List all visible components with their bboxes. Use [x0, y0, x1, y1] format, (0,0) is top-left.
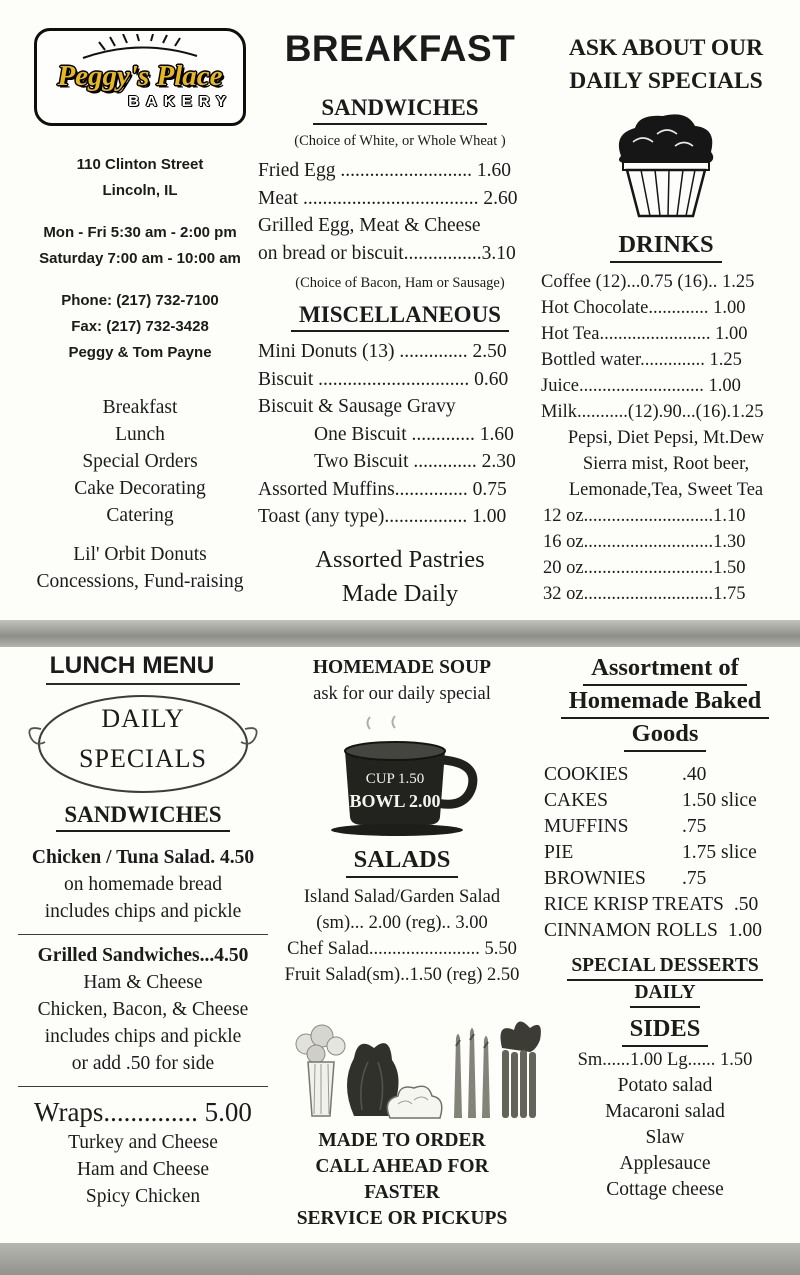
- soup-subtitle: ask for our daily special: [313, 684, 491, 704]
- side-item: Slaw: [645, 1127, 685, 1148]
- order-note-line: SERVICE OR PICKUPS: [296, 1208, 508, 1229]
- wraps-list: [15, 1129, 271, 1210]
- ask-line-2: DAILY SPECIALS: [569, 68, 763, 94]
- chicken-tuna-item: [15, 844, 271, 925]
- good-name: MUFFINS: [544, 816, 629, 837]
- extras-list: [15, 541, 265, 595]
- drink-sizes-list: [541, 503, 791, 607]
- hours-line-1: Mon - Fri 5:30 am - 2:00 pm: [43, 224, 237, 241]
- service-item: Catering: [106, 505, 174, 526]
- address-line-1: 110 Clinton Street: [76, 156, 204, 173]
- extra-item: Lil' Orbit Donuts: [73, 544, 207, 565]
- contact-block: [15, 288, 265, 366]
- service-item: Cake Decorating: [74, 478, 206, 499]
- bottom-edge: [0, 1243, 800, 1275]
- item-line: Chicken, Bacon, & Cheese: [37, 999, 249, 1020]
- wheat-icon: [75, 34, 205, 60]
- item-title: Grilled Sandwiches...4.50: [37, 945, 249, 966]
- bakery-logo: [34, 28, 246, 126]
- good-name: CINNAMON ROLLS: [544, 920, 718, 941]
- wraps-title: Wraps.............. 5.00: [34, 1097, 252, 1127]
- specials-drinks-column: [541, 32, 791, 607]
- drink-item: Coffee (12)...0.75 (16).. 1.25: [541, 272, 755, 292]
- salad-line: Chef Salad........................ 5.50: [287, 939, 517, 959]
- drink-item: Hot Chocolate............. 1.00: [541, 298, 746, 318]
- baked-goods-list: [538, 762, 792, 944]
- goods-heading-line: Goods: [624, 719, 707, 752]
- daily-specials-badge: [27, 691, 259, 797]
- divider-line: [18, 934, 268, 935]
- lunch-sandwiches-heading: SANDWICHES: [56, 801, 229, 832]
- good-price: .50: [733, 894, 759, 915]
- soup-heading: HOMEMADE SOUP: [312, 657, 492, 678]
- daily-specials-header: [541, 32, 791, 98]
- menu-item: Assorted Muffins............... 0.75: [258, 478, 507, 500]
- order-note: [278, 1128, 526, 1232]
- bakery-subtitle: BAKERY: [128, 93, 233, 110]
- breakfast-column: [258, 26, 542, 611]
- baked-good-row: [538, 918, 792, 944]
- cupcake-illustration: [605, 108, 727, 220]
- grilled-sandwiches-item: [15, 942, 271, 1077]
- breakfast-sandwich-items: [258, 157, 542, 267]
- drink-item: Milk...........(12).90...(16).1.25: [541, 402, 764, 422]
- bread-choice-note: (Choice of White, or Whole Wheat ): [294, 133, 506, 149]
- salads-heading: SALADS: [346, 845, 459, 878]
- drinks-list: [541, 269, 791, 425]
- size-item: 16 oz............................1.30: [543, 532, 746, 552]
- menu-item: Mini Donuts (13) .............. 2.50: [258, 341, 507, 362]
- menu-item: on bread or biscuit................3.10: [258, 242, 516, 264]
- bakery-info-column: [15, 28, 265, 595]
- good-price: 1.50 slice: [682, 790, 757, 811]
- pastries-note: [258, 543, 542, 611]
- menu-item: Biscuit & Sausage Gravy: [258, 396, 456, 417]
- hours-line-2: Saturday 7:00 am - 10:00 am: [39, 250, 241, 267]
- item-line: Turkey and Cheese: [68, 1132, 218, 1153]
- mug-cup-price: CUP 1.50: [365, 771, 424, 787]
- salad-line: Island Salad/Garden Salad: [303, 887, 501, 907]
- pastries-line-1: Assorted Pastries: [315, 545, 485, 573]
- menu-item: Two Biscuit ............. 2.30: [314, 451, 516, 472]
- sides-heading: SIDES: [622, 1014, 709, 1047]
- baked-goods-column: [538, 653, 792, 1203]
- good-name: PIE: [544, 842, 574, 863]
- meat-choice-note: (Choice of Bacon, Ham or Sausage): [295, 275, 505, 291]
- item-line: includes chips and pickle: [44, 901, 242, 922]
- good-name: RICE KRISP TREATS: [544, 894, 724, 915]
- baked-good-row: [538, 866, 792, 892]
- size-item: 12 oz............................1.10: [543, 506, 746, 526]
- item-line: or add .50 for side: [71, 1053, 215, 1074]
- goods-heading-line: Assortment of: [583, 653, 747, 686]
- side-item: Macaroni salad: [605, 1101, 725, 1122]
- side-item: Applesauce: [619, 1153, 711, 1174]
- baked-good-row: [538, 788, 792, 814]
- fountain-drinks-list: [541, 425, 791, 503]
- menu-item: Toast (any type)................. 1.00: [258, 506, 507, 527]
- hours-block: [15, 220, 265, 272]
- service-item: Lunch: [115, 424, 165, 445]
- salad-line: Fruit Salad(sm)..1.50 (reg) 2.50: [284, 965, 520, 985]
- drink-item: Juice........................... 1.00: [541, 376, 741, 396]
- miscellaneous-items: [258, 338, 542, 531]
- item-title: Chicken / Tuna Salad. 4.50: [31, 847, 255, 868]
- pastries-line-2: Made Daily: [341, 579, 459, 607]
- menu-item: Fried Egg ........................... 1.60: [258, 160, 511, 181]
- menu-item: Biscuit ............................... 0.60: [258, 368, 509, 390]
- badge-line-2: SPECIALS: [79, 744, 207, 773]
- size-item: 32 oz............................1.75: [543, 584, 746, 604]
- baked-good-row: [538, 892, 792, 918]
- order-note-line: CALL AHEAD FOR FASTER: [315, 1156, 489, 1203]
- item-line: includes chips and pickle: [44, 1026, 242, 1047]
- side-item: Potato salad: [617, 1075, 713, 1096]
- special-desserts-heading: SPECIAL DESSERTS: [567, 954, 762, 981]
- item-line: Spicy Chicken: [85, 1186, 201, 1207]
- baked-good-row: [538, 762, 792, 788]
- good-price: .40: [682, 764, 707, 785]
- owners-line: Peggy & Tom Payne: [68, 344, 212, 361]
- bakery-name: Peggy's Place: [57, 60, 223, 92]
- goods-heading-line: Homemade Baked: [561, 686, 770, 719]
- menu-item: Meat .................................... 2.60: [258, 187, 518, 209]
- special-desserts-daily: DAILY: [630, 981, 699, 1008]
- soda-line: Pepsi, Diet Pepsi, Mt.Dew: [567, 428, 765, 448]
- menu-item: One Biscuit ............. 1.60: [314, 423, 514, 445]
- size-item: 20 oz............................1.50: [543, 558, 746, 578]
- services-list: [15, 394, 265, 529]
- sides-prices: Sm......1.00 Lg...... 1.50: [577, 1050, 753, 1070]
- soup-salads-column: [278, 655, 526, 1232]
- item-line: on homemade bread: [63, 874, 223, 895]
- good-price: 1.75 slice: [682, 842, 757, 863]
- good-price: .75: [682, 816, 707, 837]
- good-name: BROWNIES: [544, 868, 646, 889]
- side-item: Cottage cheese: [606, 1179, 724, 1200]
- divider-line: [18, 1086, 268, 1087]
- lunch-menu-title: LUNCH MENU: [46, 652, 241, 685]
- baked-good-row: [538, 814, 792, 840]
- soup-mug-illustration: [315, 715, 490, 837]
- drinks-heading: DRINKS: [610, 230, 721, 263]
- menu-item: Grilled Egg, Meat & Cheese: [258, 215, 481, 236]
- good-price: 1.00: [727, 920, 763, 941]
- extra-item: Concessions, Fund-raising: [36, 571, 244, 592]
- good-name: CAKES: [544, 790, 608, 811]
- drink-item: Hot Tea........................ 1.00: [541, 324, 748, 344]
- fax-line: Fax: (217) 732-3428: [71, 318, 209, 335]
- baked-good-row: [538, 840, 792, 866]
- sandwiches-heading: SANDWICHES: [313, 94, 486, 125]
- soda-line: Lemonade,Tea, Sweet Tea: [568, 480, 764, 500]
- service-item: Breakfast: [102, 397, 178, 418]
- vegetables-illustration: [278, 994, 544, 1122]
- address-block: [15, 152, 265, 204]
- service-item: Special Orders: [82, 451, 198, 472]
- salad-line: (sm)... 2.00 (reg).. 3.00: [316, 913, 488, 933]
- page-divider: [0, 620, 800, 647]
- good-name: COOKIES: [544, 764, 629, 785]
- salads-list: [278, 884, 526, 988]
- ask-line-1: ASK ABOUT OUR: [568, 35, 764, 61]
- item-line: Ham & Cheese: [83, 972, 203, 993]
- badge-line-1: DAILY: [101, 704, 185, 733]
- soda-line: Sierra mist, Root beer,: [582, 454, 750, 474]
- address-line-2: Lincoln, IL: [102, 182, 178, 199]
- mug-bowl-price: BOWL 2.00: [348, 791, 441, 811]
- drink-item: Bottled water.............. 1.25: [541, 350, 742, 370]
- item-line: Ham and Cheese: [76, 1159, 210, 1180]
- lunch-sandwiches-column: [15, 652, 271, 1210]
- sides-list: [538, 1073, 792, 1203]
- order-note-line: MADE TO ORDER: [318, 1130, 486, 1151]
- good-price: .75: [682, 868, 707, 889]
- breakfast-title: BREAKFAST: [284, 28, 516, 69]
- phone-line: Phone: (217) 732-7100: [61, 292, 219, 309]
- miscellaneous-heading: MISCELLANEOUS: [291, 301, 509, 332]
